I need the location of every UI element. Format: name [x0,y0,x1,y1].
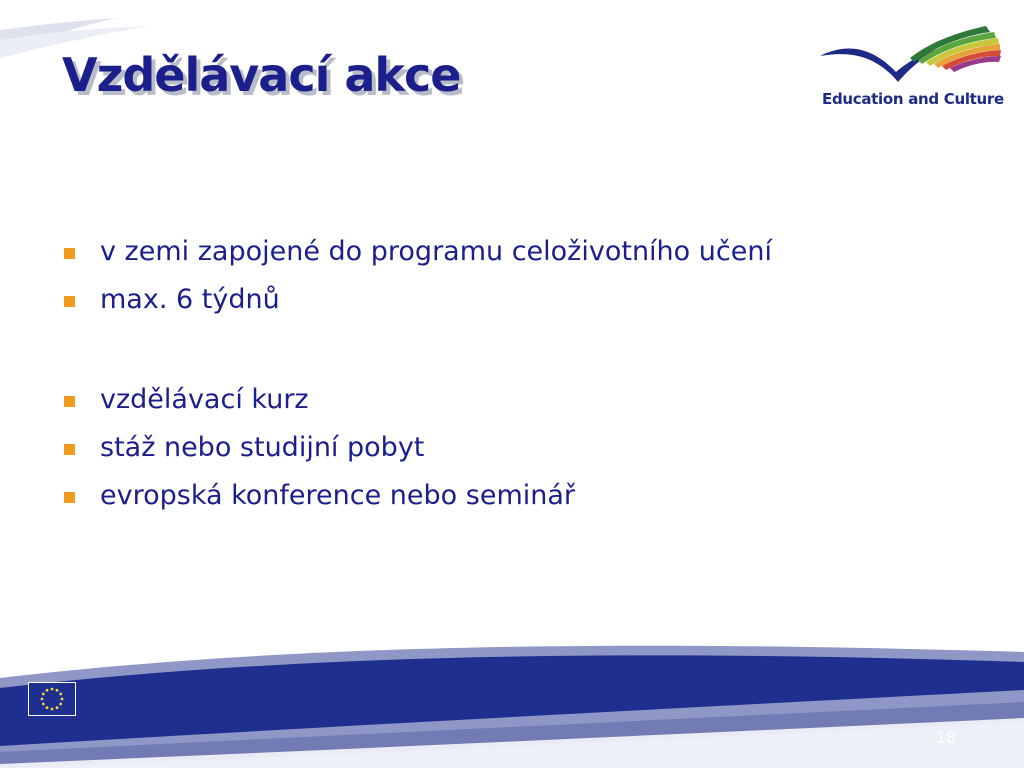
list-item [60,232,772,280]
education-and-culture-logo [818,14,1008,114]
bullet-icon [64,492,75,503]
list-item [60,476,772,524]
bullet-text: evropská konference nebo seminář [100,480,576,511]
bullet-text: max. 6 týdnů [100,284,280,315]
bullet-text: v zemi zapojené do programu celoživotního učení [100,236,772,267]
bullet-text: stáž nebo studijní pobyt [100,432,425,463]
bullet-icon [64,396,75,407]
list-item [60,380,772,428]
bottom-wave-decoration [0,630,1024,768]
logo-text: Education and Culture [822,90,1004,108]
bullet-text: vzdělávací kurz [100,384,309,415]
bullet-list [60,232,772,524]
slide-title: Vzdělávací akce [62,48,461,102]
page-number: 18 [936,728,957,747]
bullet-icon [64,296,75,307]
logo-swoosh-icon [818,14,1008,86]
bullet-icon [64,248,75,259]
list-item [60,428,772,476]
list-item [60,280,772,328]
bullet-icon [64,444,75,455]
eu-flag-icon [28,682,76,716]
